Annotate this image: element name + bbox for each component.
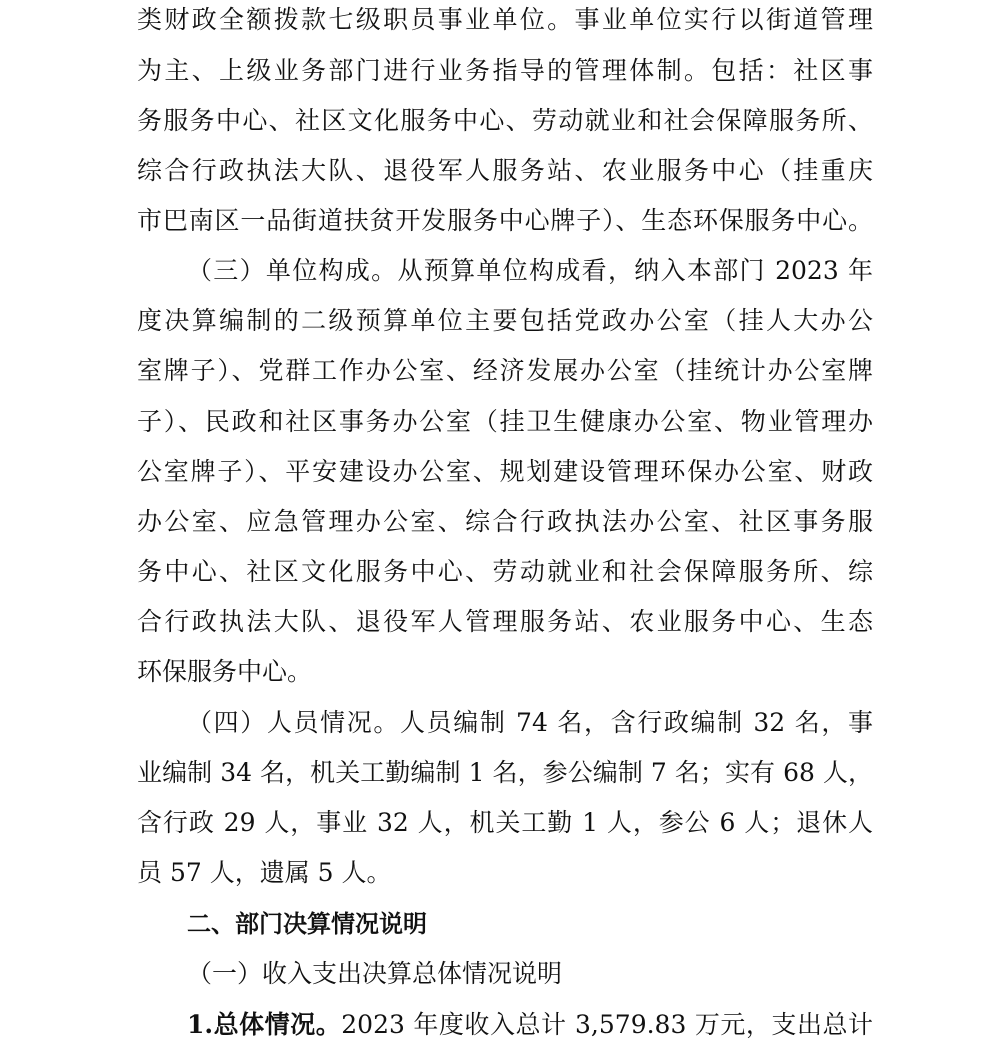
structure-paragraph-line-5: 公室牌子）、平安建设办公室、规划建设管理环保办公室、财政 — [137, 457, 873, 486]
structure-paragraph-line-1: （三）单位构成。从预算单位构成看，纳入本部门 2023 年 — [187, 256, 873, 285]
staff-paragraph-line-3: 含行政 29 人，事业 32 人，机关工勤 1 人，参公 6 人；退休人 — [137, 808, 873, 837]
overall-paragraph-line-1 — [187, 1007, 873, 1043]
staff-paragraph-line-2: 业编制 34 名，机关工勤编制 1 名，参公编制 7 名；实有 68 人， — [137, 758, 873, 787]
section-2-heading: 二、部门决算情况说明 — [187, 910, 427, 938]
units-paragraph-line-3: 务服务中心、社区文化服务中心、劳动就业和社会保障服务所、 — [137, 106, 873, 135]
structure-paragraph-line-3: 室牌子）、党群工作办公室、经济发展办公室（挂统计办公室牌 — [137, 356, 873, 385]
units-paragraph-line-1: 类财政全额拨款七级职员事业单位。事业单位实行以街道管理 — [137, 5, 873, 34]
overall-paragraph-text: 2023 年度收入总计 3,579.83 万元，支出总计 — [341, 1010, 873, 1039]
structure-paragraph-line-7: 务中心、社区文化服务中心、劳动就业和社会保障服务所、综 — [137, 557, 873, 586]
structure-paragraph-line-9: 环保服务中心。 — [137, 657, 313, 686]
staff-paragraph-line-1: （四）人员情况。人员编制 74 名，含行政编制 32 名，事 — [187, 708, 873, 737]
units-paragraph-line-4: 综合行政执法大队、退役军人服务站、农业服务中心（挂重庆 — [137, 156, 873, 185]
subsection-1-heading: （一）收入支出决算总体情况说明 — [187, 959, 563, 988]
units-paragraph-line-2: 为主、上级业务部门进行业务指导的管理体制。包括：社区事 — [137, 56, 873, 85]
structure-paragraph-line-2: 度决算编制的二级预算单位主要包括党政办公室（挂人大办公 — [137, 306, 873, 335]
staff-paragraph-line-4: 员 57 人，遗属 5 人。 — [137, 858, 392, 887]
structure-paragraph-line-6: 办公室、应急管理办公室、综合行政执法办公室、社区事务服 — [137, 507, 873, 536]
units-paragraph-line-5: 市巴南区一品街道扶贫开发服务中心牌子）、生态环保服务中心。 — [137, 206, 873, 235]
overall-lead-label: 1.总体情况。 — [187, 1010, 342, 1039]
structure-paragraph-line-4: 子）、民政和社区事务办公室（挂卫生健康办公室、物业管理办 — [137, 407, 873, 436]
structure-paragraph-line-8: 合行政执法大队、退役军人管理服务站、农业服务中心、生态 — [137, 607, 873, 636]
